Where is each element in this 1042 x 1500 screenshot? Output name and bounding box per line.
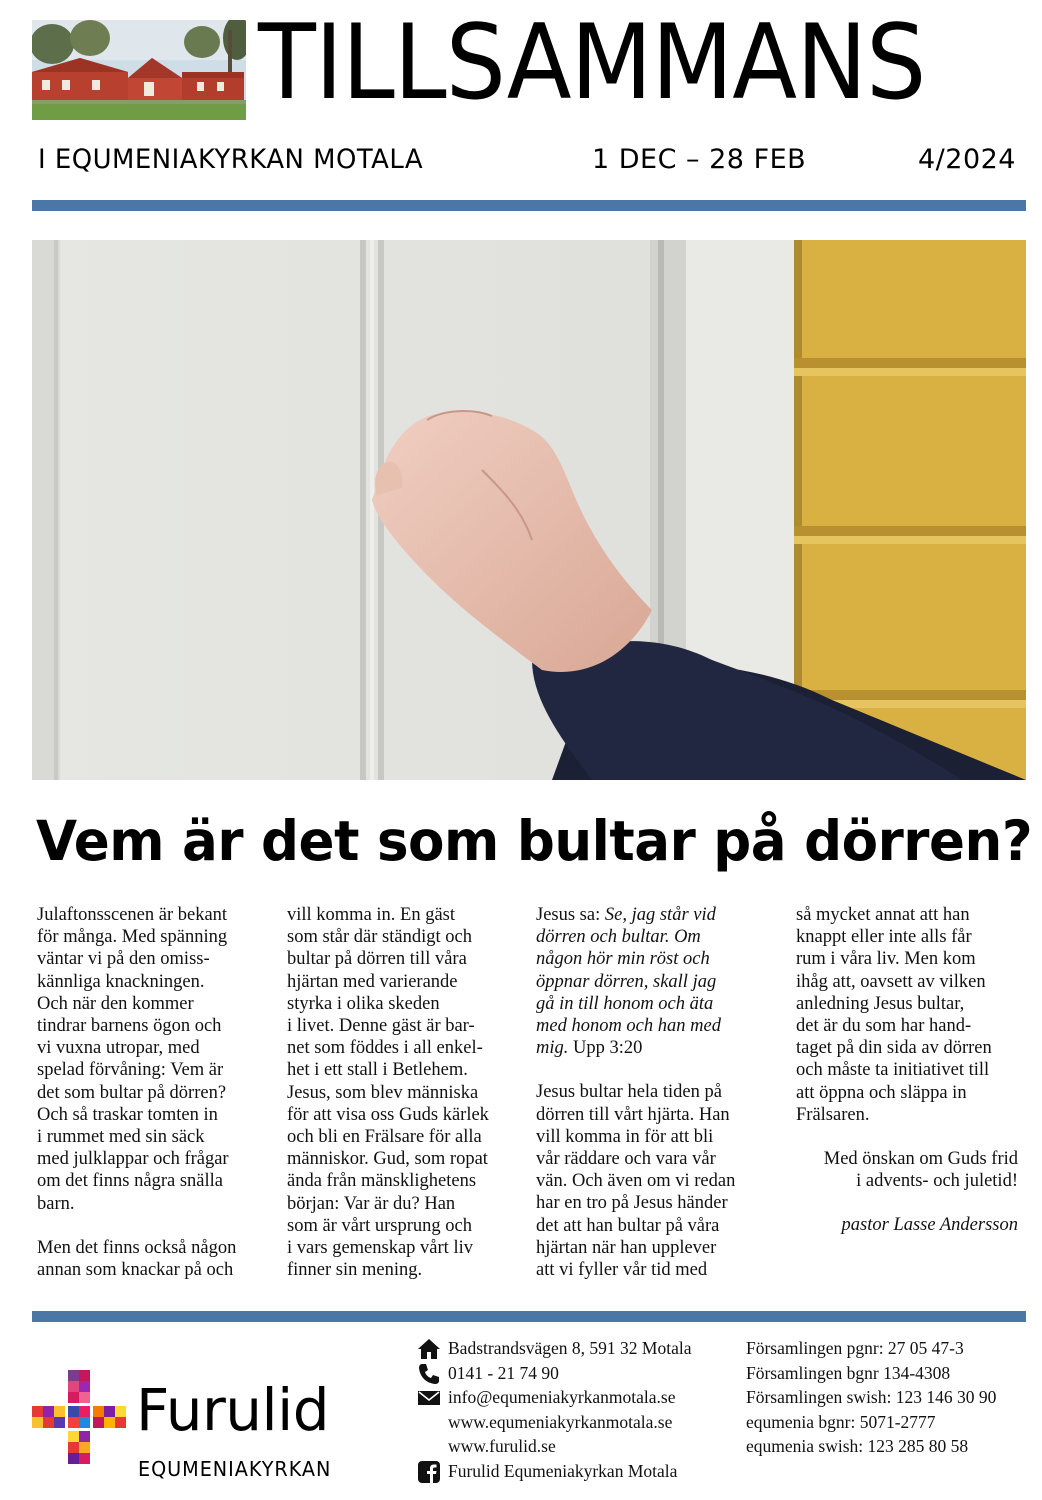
issue-dates: 1 DEC – 28 FEB <box>592 144 807 175</box>
website-link-furulid[interactable]: www.furulid.se <box>448 1436 556 1457</box>
article-paragraph <box>37 904 265 1215</box>
article-column-4 <box>796 904 1018 1237</box>
payment-line: Församlingen bgnr 134-4308 <box>746 1362 951 1383</box>
newsletter-title: TILLSAMMANS <box>258 3 926 123</box>
text-line: med julklappar och frågar <box>37 1149 229 1170</box>
phone-row <box>418 1361 738 1386</box>
payment-line: Församlingen swish: 123 146 30 90 <box>746 1387 997 1408</box>
text-line: dörren till vårt hjärta. Han <box>536 1104 730 1125</box>
article-column-1 <box>37 904 265 1281</box>
text-line: Men det finns också någon <box>37 1237 237 1258</box>
text-line: het i ett stall i Betlehem. <box>287 1060 468 1081</box>
text-line: vi vuxna utropar, med <box>37 1038 200 1059</box>
closing-greeting <box>796 1148 1018 1192</box>
knocking-hand-photo <box>32 240 1026 780</box>
text-line: att öppna och släppa in <box>796 1082 967 1103</box>
author-signature: pastor Lasse Andersson <box>841 1215 1018 1236</box>
text-line: vill komma in för att bli <box>536 1126 714 1147</box>
text-line: och måste ta initiativet till <box>796 1060 990 1081</box>
address-row <box>418 1336 738 1361</box>
text-line: spelad förvåning: Vem är <box>37 1060 224 1081</box>
text-line: Och när den kommer <box>37 993 194 1014</box>
church-building-photo <box>32 20 246 120</box>
quote-line: mig. <box>536 1038 569 1059</box>
text-line: net som föddes i all enkel- <box>287 1038 483 1059</box>
text-line: människor. Gud, som ropat <box>287 1149 488 1170</box>
text-line: knappt eller inte alls får <box>796 927 972 948</box>
text-line: i rummet med sin säck <box>37 1127 205 1148</box>
text-line: som står där ständigt och <box>287 927 472 948</box>
logo-wordmark: Furulid <box>136 1376 330 1444</box>
email-row <box>418 1385 738 1410</box>
logo-subtitle: EQUMENIAKYRKAN <box>138 1457 332 1481</box>
payment-info <box>746 1336 1026 1459</box>
phone-text: 0141 - 21 74 90 <box>448 1362 559 1383</box>
text-line: det som bultar på dörren? <box>37 1082 227 1103</box>
address-text: Badstrandsvägen 8, 591 32 Motala <box>448 1338 692 1358</box>
text-line: vill komma in. En gäst <box>287 905 456 925</box>
text-line: det att han bultar på våra <box>536 1215 720 1236</box>
text-line: Jesus bultar hela tiden på <box>536 1082 722 1103</box>
text-line: vän. Och även om vi redan <box>536 1171 736 1192</box>
text-line: har en tro på Jesus händer <box>536 1193 728 1214</box>
website-link-equmeniakyrkanmotala[interactable]: www.equmeniakyrkanmotala.se <box>448 1411 673 1432</box>
text-line: vår räddare och vara vår <box>536 1149 716 1170</box>
payment-line: equmenia bgnr: 5071-2777 <box>746 1411 936 1432</box>
email-link[interactable]: info@equmeniakyrkanmotala.se <box>448 1387 676 1408</box>
quote-line: Se, jag står vid <box>604 905 716 925</box>
article-paragraph <box>287 904 517 1281</box>
text-line: som är vårt ursprung och <box>287 1215 472 1236</box>
text-line: att vi fyller vår tid med <box>536 1260 708 1281</box>
article-paragraph <box>37 1237 265 1281</box>
text-line: hjärtan när han upplever <box>536 1237 717 1258</box>
payment-line: Församlingen pgnr: 27 05 47-3 <box>746 1338 964 1358</box>
text-line: och bli en Frälsare för alla <box>287 1127 482 1148</box>
text-line: Julaftonsscenen är bekant <box>37 905 228 925</box>
text-line: Och så traskar tomten in <box>37 1104 218 1125</box>
text-line: i advents- och juletid! <box>856 1171 1018 1192</box>
quote-line: gå in till honom och äta <box>536 993 714 1014</box>
payment-line: equmenia swish: 123 285 80 58 <box>746 1436 969 1457</box>
envelope-icon <box>418 1387 440 1409</box>
text-line: i livet. Denne gäst är bar- <box>287 1016 475 1037</box>
text-line: hjärtan med varierande <box>287 971 458 992</box>
facebook-icon <box>418 1461 440 1483</box>
article-column-3 <box>536 904 768 1281</box>
text-line: Med önskan om Guds frid <box>823 1149 1018 1170</box>
phone-icon <box>418 1363 440 1385</box>
text-line: styrka i olika skeden <box>287 993 440 1014</box>
text-line: början: Var är du? Han <box>287 1193 456 1214</box>
footer-divider <box>32 1311 1026 1322</box>
quote-line: öppnar dörren, skall jag <box>536 971 717 992</box>
text-line: barn. <box>37 1193 75 1214</box>
text-line: väntar vi på den omiss- <box>37 949 210 970</box>
bible-reference: Upp 3:20 <box>568 1038 643 1059</box>
article-paragraph <box>796 904 1018 1126</box>
text-line: ihåg att, oavsett av vilken <box>796 971 986 992</box>
text-line: det är du som har hand- <box>796 1016 972 1037</box>
article-headline: Vem är det som bultar på dörren? <box>36 809 1033 873</box>
facebook-row <box>418 1459 738 1484</box>
quote-line: dörren och bultar. Om <box>536 927 701 948</box>
text-line: rum i våra liv. Men kom <box>796 949 976 970</box>
furulid-cross-logo-icon <box>32 1370 126 1464</box>
website-row <box>418 1410 738 1435</box>
text-line: kännliga knackningen. <box>37 971 205 992</box>
website-row <box>418 1434 738 1459</box>
contact-info <box>418 1336 738 1484</box>
newsletter-subtitle: I EQUMENIAKYRKAN MOTALA <box>38 144 424 175</box>
text-line: i vars gemenskap vårt liv <box>287 1238 473 1259</box>
text-line: om det finns några snälla <box>37 1171 223 1192</box>
text-line: bultar på dörren till våra <box>287 949 467 970</box>
quote-line: någon hör min röst och <box>536 949 710 970</box>
text-line: Frälsaren. <box>796 1104 870 1125</box>
text-line: annan som knackar på och <box>37 1260 234 1281</box>
home-icon <box>418 1338 440 1360</box>
text-line: tindrar barnens ögon och <box>37 1016 222 1037</box>
bible-quote-paragraph <box>536 904 768 1059</box>
quote-lead: Jesus sa: <box>536 905 605 925</box>
text-line: ända från mänsklighetens <box>287 1171 477 1192</box>
text-line: taget på din sida av dörren <box>796 1038 992 1059</box>
text-line: anledning Jesus bultar, <box>796 993 965 1014</box>
text-line: Jesus, som blev människa <box>287 1082 479 1103</box>
text-line: för att visa oss Guds kärlek <box>287 1104 489 1125</box>
article-column-2 <box>287 904 517 1281</box>
article-paragraph <box>536 1081 768 1281</box>
quote-line: med honom och han med <box>536 1016 721 1037</box>
text-line: för många. Med spänning <box>37 927 228 948</box>
issue-number: 4/2024 <box>918 144 1016 175</box>
facebook-link[interactable]: Furulid Equmeniakyrkan Motala <box>448 1460 678 1481</box>
text-line: finner sin mening. <box>287 1260 423 1281</box>
text-line: så mycket annat att han <box>796 905 970 925</box>
header-divider <box>32 200 1026 211</box>
